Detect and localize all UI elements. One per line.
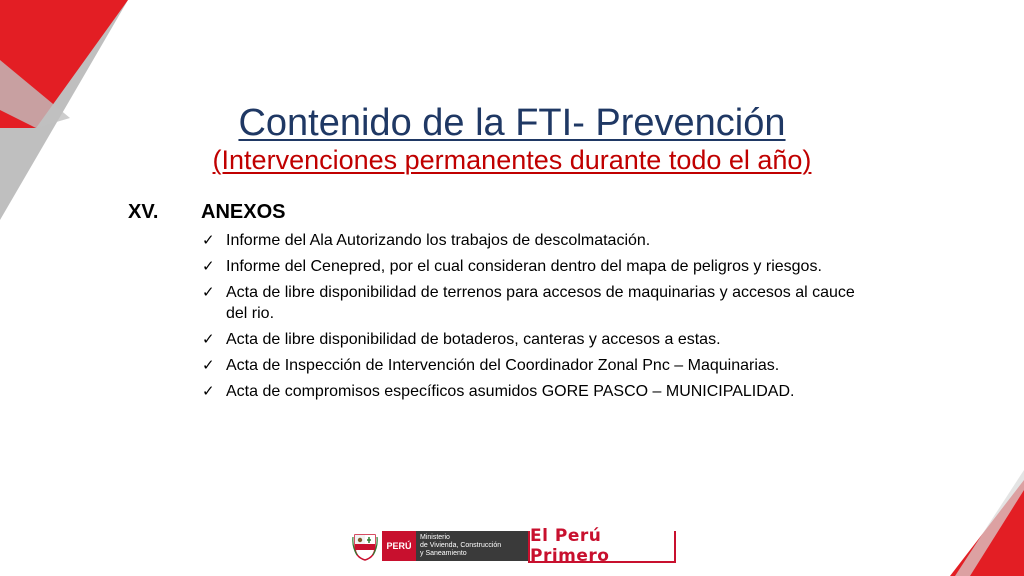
list-item: ✓ Acta de libre disponibilidad de terrenos para accesos de maquinarias y accesos al cauce del rio.	[202, 283, 855, 322]
check-icon: ✓	[202, 283, 215, 301]
slide-subtitle: (Intervenciones permanentes durante todo el año)	[212, 145, 812, 175]
government-logo	[352, 531, 530, 561]
peru-label: PERÚ	[382, 531, 416, 561]
section-heading: ANEXOS	[201, 201, 286, 223]
list-item: ✓ Acta de libre disponibilidad de botaderos, canteras y accesos a estas.	[202, 330, 721, 348]
check-icon: ✓	[202, 231, 215, 249]
section-number: XV.	[128, 201, 159, 223]
check-icon: ✓	[202, 356, 215, 374]
list-item: ✓ Informe del Ala Autorizando los trabajos de descolmatación.	[202, 231, 651, 249]
ministry-label: Ministerio de Vivienda, Construcción y Saneamiento	[416, 531, 530, 561]
el-peru-primero-logo	[528, 526, 676, 566]
coat-of-arms-icon	[352, 531, 378, 561]
slide-title: Contenido de la FTI- Prevención	[238, 102, 786, 144]
check-icon: ✓	[202, 382, 215, 400]
check-icon: ✓	[202, 330, 215, 348]
list-item: ✓ Informe del Cenepred, por el cual consideran dentro del mapa de peligros y riesgos.	[202, 257, 822, 275]
slogan-text: El Perú Primero	[530, 526, 610, 566]
list-item: ✓ Acta de compromisos específicos asumidos GORE PASCO – MUNICIPALIDAD.	[202, 382, 795, 400]
check-icon: ✓	[202, 257, 215, 275]
annex-list	[202, 230, 872, 407]
list-item: ✓ Acta de Inspección de Intervención del Coordinador Zonal Pnc – Maquinarias.	[202, 356, 780, 374]
